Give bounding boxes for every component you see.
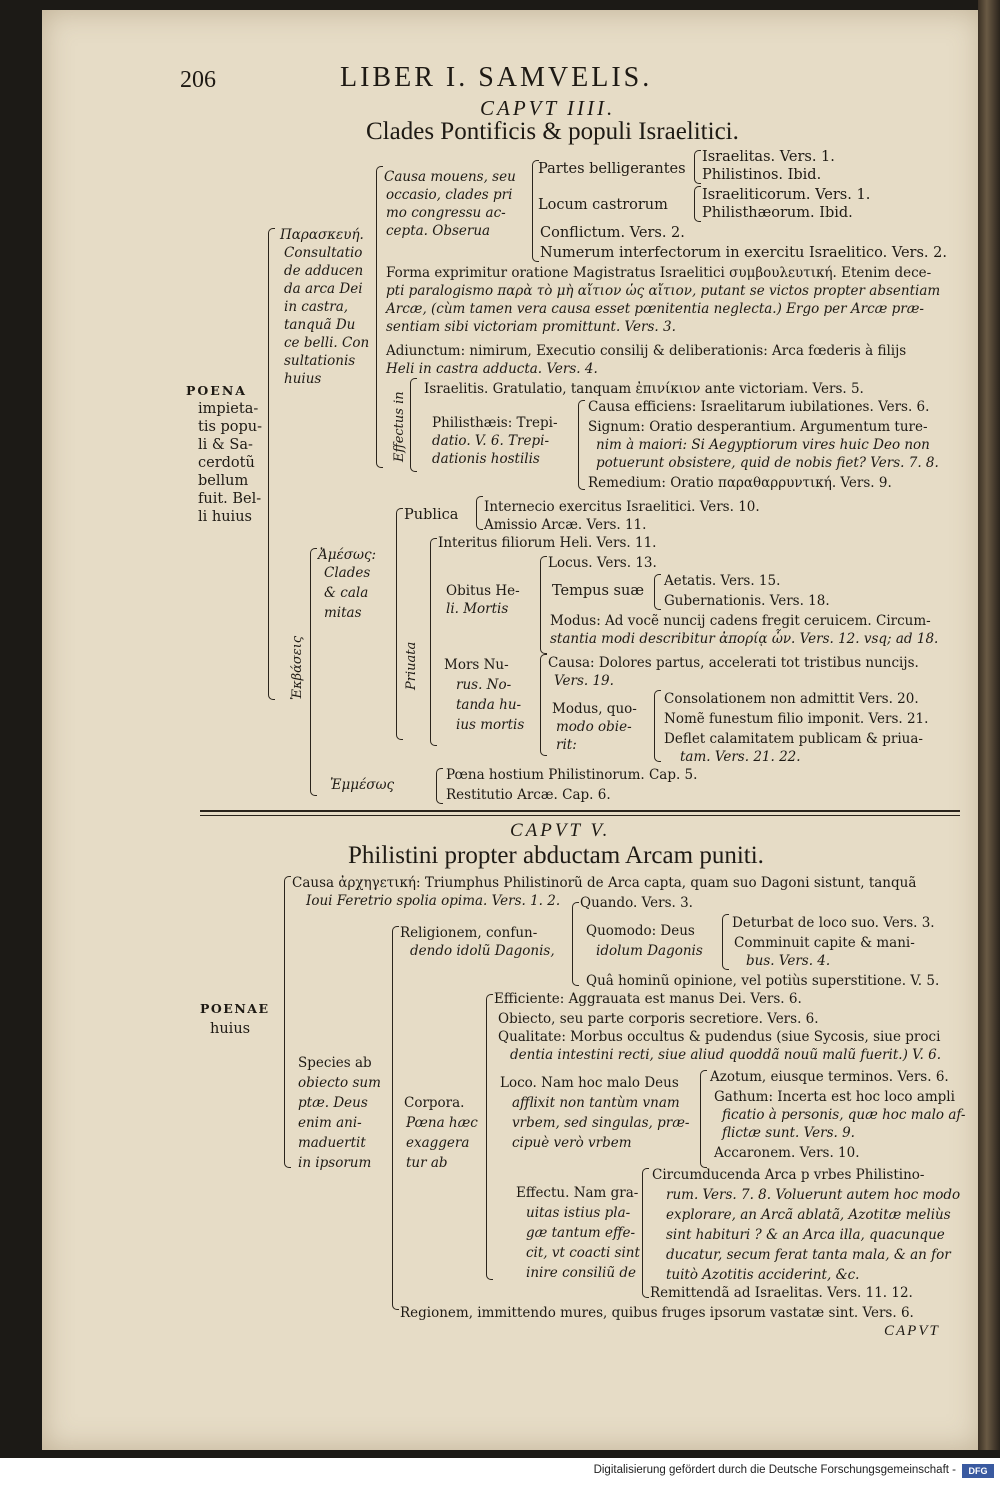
- ch4-restitutio: Restitutio Arcæ. Cap. 6.: [446, 787, 611, 803]
- ch5-deturbat: Deturbat de loco suo. Vers. 3.: [732, 915, 935, 931]
- ch4-israelitas: Israelitas. Vers. 1.: [702, 149, 835, 165]
- ch4-philistinos: Philistinos. Ibid.: [702, 167, 822, 183]
- ch4-locum: Locum castrorum: [538, 197, 668, 213]
- ch4-mors-brace: [540, 654, 547, 756]
- ch4-priuata-label: Priuata: [404, 641, 419, 690]
- catchword: CAPVT: [884, 1323, 940, 1339]
- ch4-causa-efficiens: Causa efficiens: Israelitarum iubilationes. Vers. 6.: [588, 399, 930, 415]
- footer-credit: Digitalisierung gefördert durch die Deutsche Forschungsgemeinschaft -: [593, 1464, 956, 1476]
- running-title: LIBER I. SAMVELIS.: [340, 62, 653, 93]
- chapter-divider-thin: [200, 815, 960, 816]
- ch4-internecio: Internecio exercitus Israelitici. Vers. 10.: [484, 499, 760, 515]
- ch4-israeliticorum: Israeliticorum. Vers. 1.: [702, 187, 871, 203]
- ch4-tempus: Tempus suæ: [552, 583, 644, 599]
- ch5-efficiente: Efficiente: Aggrauata est manus Dei. Vers. 6.: [494, 991, 802, 1007]
- chapter-5-caput: CAPVT V.: [510, 820, 611, 841]
- ch5-regionem: Regionem, immittendo mures, quibus fruges ipsorum vastatæ sint. Vers. 6.: [400, 1305, 914, 1321]
- ch4-obitus-brace: [540, 556, 547, 654]
- ch4-effectus-brace: [410, 378, 417, 472]
- ch4-paraskeue-brace: [376, 166, 383, 468]
- ch4-publica-brace: [476, 496, 483, 530]
- ch4-aetatis: Aetatis. Vers. 15.: [664, 573, 781, 589]
- ch4-exbasis-brace: [310, 548, 317, 796]
- chapter-5-title: Philistini propter abductam Arcam puniti.: [348, 842, 764, 869]
- ch5-remittenda: Remittendã ad Israelitas. Vers. 11. 12.: [650, 1285, 913, 1301]
- ch4-locus: Locus. Vers. 13.: [548, 555, 657, 571]
- ch5-obiecto: Obiecto, seu parte corporis secretiore. Vers. 6.: [498, 1011, 819, 1027]
- ch4-tempus-brace: [654, 574, 661, 610]
- dfg-logo: DFG: [962, 1464, 994, 1478]
- ch4-publica: Publica: [404, 507, 459, 523]
- ch4-numerum: Numerum interfectorum in exercitu Israelitico. Vers. 2.: [540, 245, 947, 261]
- ch4-priuata-brace: [430, 538, 437, 746]
- ch4-root-brace: [268, 228, 275, 700]
- ch4-amesos-brace: [396, 508, 403, 740]
- ch4-philisthaeis-brace: [578, 400, 585, 490]
- ch5-effectu-brace: [642, 1168, 649, 1298]
- ch4-emmesos-brace: [436, 768, 443, 804]
- ch4-conflictum: Conflictum. Vers. 2.: [540, 225, 685, 241]
- chapter-4-title: Clades Pontificis & populi Israelitici.: [366, 118, 739, 145]
- ch4-nome: Nomẽ funestum filio imponit. Vers. 21.: [664, 711, 929, 727]
- ch4-partes: Partes belligerantes: [538, 161, 686, 177]
- ch5-loco-brace: [700, 1070, 707, 1168]
- ch4-effectus-label: Effectus in: [392, 391, 407, 462]
- ch4-modus-mors-brace: [654, 690, 661, 762]
- ch4-exbasis-label: Ἐκβάσεις: [290, 635, 305, 700]
- ch4-interitus: Interitus filiorum Heli. Vers. 11.: [438, 535, 657, 551]
- ch5-qua: Quâ hominũ opinione, vel potiùs superstitione. V. 5.: [586, 973, 940, 989]
- ch5-quomodo-brace: [722, 914, 729, 970]
- digitization-footer: [0, 1458, 1000, 1485]
- ch5-accaronem: Accaronem. Vers. 10.: [714, 1145, 860, 1161]
- ch4-philisthaeorum: Philisthæorum. Ibid.: [702, 205, 853, 221]
- ch4-locum-brace: [694, 186, 701, 222]
- ch5-quando: Quando. Vers. 3.: [580, 895, 693, 911]
- book-spine: [978, 0, 1000, 1450]
- scan-page: 206 LIBER I. SAMVELIS. CAPVT IIII. Clades Pontificis & populi Israelitici. POENA impieta- tis popu- li & Sa- cerdotũ bellum fuit. Bel- li huius Παρασκευή. Consultatio de adducen da arca Dei in castra, tanquã Du ce belli. Con sultationis huius Causa mouens, seu occasio, clades pri mo congressu ac- cepta. Obserua Partes belligerantes Israelitas. Vers. 1. Philistinos. Ibid. Locum castrorum Israeliticorum. Vers. 1. Philisthæorum. Ibid. Conflictum. Vers. 2. Numerum interfectorum in exercitu Israelitico. Vers. 2. Forma exprimitur oratione Magistratus Israelitici συμβουλευτική. Etenim dece- pti paralogismo παρὰ τὸ μὴ αἴτιον ὡς αἴτιον, putant se victos propter absentiam Arcæ, (cùm tamen vera causa esset pœnitentia neglecta.) Ergo per Arcæ præ- sentiam sibi victoriam promittunt. Vers. 3. Adiunctum: nimirum, Executio consilij & deliberationis: Arca fœderis à filijs Heli in castra adducta. Vers. 4. Effectus in Israelitis. Gratulatio, tanquam ἐπινίκιον ante victoriam. Vers. 5. Philisthæis: Trepi- datio. V. 6. Trepi- dationis hostilis Causa efficiens: Israelitarum iubilationes. Vers. 6. Signum: Oratio desperantium. Argumentum ture- nim à maiori: Si Aegyptiorum vires huic Deo non potuerunt obsistere, quid de nobis fiet? Vers. 7. 8. Remedium: Oratio παραθαρρυντική. Vers. 9. Ἐκβάσεις Ἀμέσως: Clades & cala mitas Publica Internecio exercitus Israelitici. Vers. 10. Amissio Arcæ. Vers. 11. Priuata Interitus filiorum Heli. Vers. 11. Obitus He- li. Mortis Locus. Vers. 13. Tempus suæ Aetatis. Vers. 15. Gubernationis. Vers. 18. Modus: Ad vocẽ nuncij cadens fregit ceruicem. Circum- stantia modi describitur ἀπορίᾳ ὧν. Vers. 12. vsq; ad 18. Mors Nu- rus. No- tanda hu- ius mortis Causa: Dolores partus, accelerati tot tristibus nuncijs. Vers. 19. Modus, quo- modo obie- rit: Consolationem non admittit Vers. 20. Nomẽ funestum filio imponit. Vers. 21. Deflet calamitatem publicam & priua- tam. Vers. 21. 22. Ἐμμέσως Pœna hostium Philistinorum. Cap. 5. Restitutio Arcæ. Cap. 6. CAPVT V. Philistini propter abductam Arcam puniti. POENAE huius Causa ἀρχηγετική: Triumphus Philistinorũ de Arca capta, quam suo Dagoni sistunt, tanquã Ioui Feretrio spolia opima. Vers. 1. 2. Religionem, confun- dendo idolũ Dagonis, Quando. Vers. 3. Quomodo: Deus idolum Dagonis Deturbat de loco suo. Vers. 3. Comminuit capite & mani- bus. Vers. 4. Quâ hominũ opinione, vel potiùs superstitione. V. 5. Species ab obiecto sum ptæ. Deus enim ani- maduertit in ipsorum Corpora. Pœna hæc exaggera tur ab Efficiente: Aggrauata est manus Dei. Vers. 6. Obiecto, seu parte corporis secretiore. Vers. 6. Qualitate: Morbus occultus & pudendus (siue Sycosis, siue proci dentia intestini recti, siue aliud quoddã nouũ malũ fuerit.) V. 6. Loco. Nam hoc malo Deus afflixit non tantùm vnam vrbem, sed singulas, præ- cipuè verò vrbem Azotum, eiusque terminos. Vers. 6. Gathum: Incerta est hoc loco ampli ficatio à personis, quæ hoc malo af- flictæ sunt. Vers. 9. Accaronem. Vers. 10. Effectu. Nam gra- uitas istius pla- gæ tantum effe- cit, vt coacti sint inire consiliũ de Circumducenda Arca p vrbes Philistino- rum. Vers. 7. 8. Voluerunt autem hoc modo explorare, an Arcã ablatã, Azotitæ meliùs sint habituri ? & an Arca illa, quacunque ducatur, secum ferat tanta mala, & an for tuitò Azotitis acciderint, &c. Remittendã ad Israelitas. Vers. 11. 12. Regionem, immittendo mures, quibus fruges ipsorum vastatæ sint. Vers. 6. CAPVT: [0, 0, 1000, 1450]
- ch4-israelitis: Israelitis. Gratulatio, tanquam ἐπινίκιον ante victoriam. Vers. 5.: [424, 381, 864, 397]
- ch4-gubernationis: Gubernationis. Vers. 18.: [664, 593, 830, 609]
- ch5-religionem-brace: [572, 902, 579, 986]
- ch4-remedium: Remedium: Oratio παραθαρρυντική. Vers. 9.: [588, 475, 892, 491]
- chapter-4-caput: CAPVT IIII.: [480, 96, 616, 120]
- ch5-azotum: Azotum, eiusque terminos. Vers. 6.: [710, 1069, 949, 1085]
- ch4-partes-brace: [694, 150, 701, 184]
- ch4-poena-hostium: Pœna hostium Philistinorum. Cap. 5.: [446, 767, 698, 783]
- ch5-species-brace-outer: [392, 926, 399, 1310]
- chapter-divider: [200, 810, 960, 812]
- ch5-corpora-brace: [486, 994, 493, 1280]
- ch4-amissio: Amissio Arcæ. Vers. 11.: [484, 517, 647, 533]
- ch4-consolationem: Consolationem non admittit Vers. 20.: [664, 691, 919, 707]
- ch4-emmesos: Ἐμμέσως: [330, 777, 395, 793]
- ch5-root-brace: [284, 876, 291, 1168]
- page-number: 206: [180, 67, 216, 93]
